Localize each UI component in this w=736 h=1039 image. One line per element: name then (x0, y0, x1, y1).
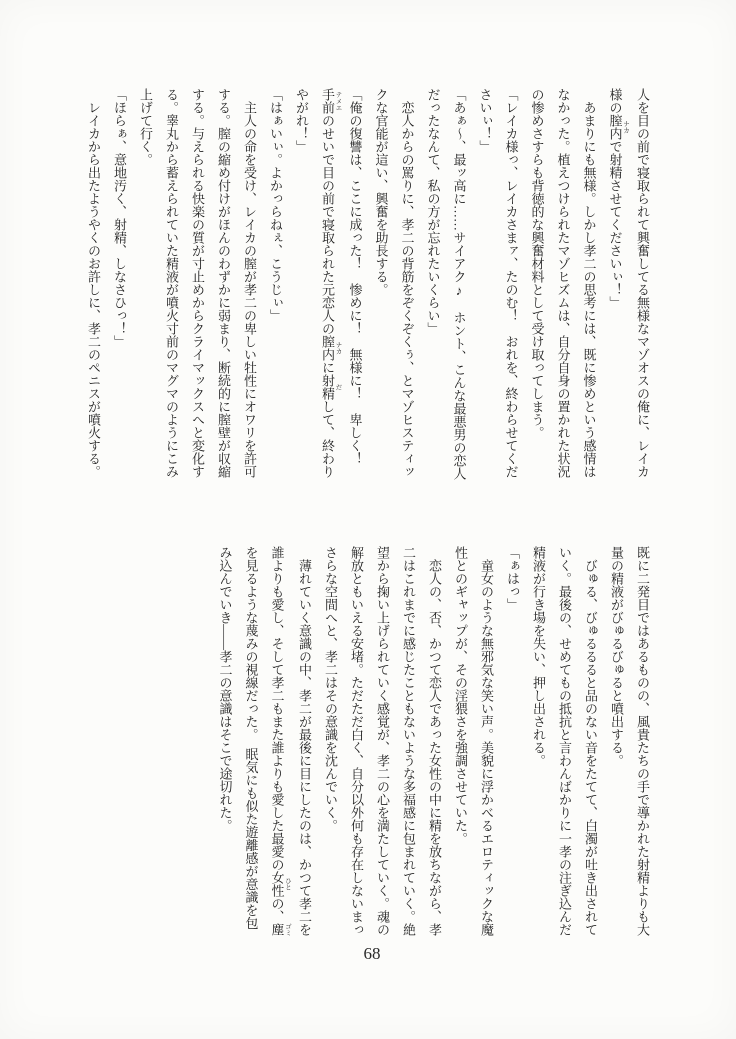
text-column: いく。最後の、せめてもの抵抗と言わんばかりに一孝の注ぎ込んだ (557, 546, 572, 936)
text-column: 「ほらぁ、意地汚く、射精、しなさひっ！」 (112, 88, 127, 348)
text-column: 「俺の復讐は、ここに成った！ 惨めに！ 無様に！ 卑しく！ (347, 88, 363, 465)
text-column: 解放ともいえる安堵。ただただ白く、自分以外何も存在しないまっ (349, 546, 364, 936)
text-column: 精液が行き場を失い、押し出される。 (531, 546, 546, 767)
text-column: だったなんて、私の方が忘れたいくらい」 (425, 88, 441, 335)
text-column: 既に二発目ではあるものの、風貴たちの手で導かれた射精よりも大 (635, 546, 650, 936)
text-column: 望から掬い上げられていく感覚が、孝二の心を満たしていく。魂の (375, 546, 390, 936)
text-column: する。与えられる快楽の質が寸止めからクライマックスへと変化す (190, 88, 205, 478)
text-column: 誰よりも愛し、そして孝二もまた誰よりも愛した最愛の女性 ひとの、塵 ゴミ (269, 546, 291, 936)
text-column: 恋人の、否、かつて恋人であった女性の中に精を放ちながら、孝 (427, 546, 442, 936)
text-column: 「はぁいぃ。よかっらねぇ、こうじぃ」 (268, 88, 283, 322)
text-column: 手前 テメエのせいで目の前で寝取られた元恋人の膣内 ナカに射精 だして、終わり (320, 88, 342, 478)
text-column: 二はこれまでに感じたこともないような多福感に包まれていく。絶 (401, 546, 416, 936)
text-column: レイカから出たようやくのお許しに、孝二のペニスが噴火する。 (86, 88, 101, 478)
text-column: の惨めさすらも背徳的な興奮材料として受け取ってしまう。 (529, 88, 545, 439)
text-column: あまりにも無様。しかし孝二の思考には、既に惨めという感情は (581, 88, 597, 478)
text-column: 人を目の前で寝取られて興奮してる無様なマゾオスの俺に、レイカ (635, 88, 650, 478)
top-text-block (80, 88, 655, 480)
text-column: 「あぁ〜、最ッ高に……サイアク♪ ホント、こんな最悪男の恋人 (451, 88, 467, 480)
text-column: 童女のような無邪気な笑い声。美貌に浮かべるエロティックな魔 (479, 546, 494, 936)
text-column: 恋人からの罵りに、孝二の背筋をぞくぞくぅ、とマゾヒスティッ (399, 88, 415, 478)
bottom-text-block (212, 546, 656, 938)
text-column: 量の精液がびゅるびゅると噴出する。 (609, 546, 624, 767)
text-column: する。膣の縮め付けがほんのわずかに弱まり、断続的に膣壁が収縮 (216, 88, 231, 478)
text-column: 様の膣内 ナカで射精させてくださいぃ！」 (607, 88, 629, 309)
text-column: さらな空間へと、孝二はその意識を沈んでいく。 (323, 546, 338, 832)
text-column: 薄れていく意識の中、孝二が最後に目にしたのは、かつて孝二を (297, 546, 312, 936)
page-number: 68 (363, 944, 381, 963)
text-column: びゅる、びゅるるると品のない音をたてて、白濁が吐き出されて (583, 546, 598, 936)
text-column: 性とのギャップが、その淫猥さを強調させていた。 (453, 546, 468, 845)
text-column: 上げて行く。 (138, 88, 153, 166)
text-column: 主人の命を受け、レイカの膣が孝二の卑しい牡性にオワリを許可 (242, 88, 257, 478)
text-column: 「レイカ様っ、レイカさまァ、たのむ！ おれを、終わらせてくだ (503, 88, 519, 478)
text-column: なかった。植えつけられたマゾヒズムは、自分自身の置かれた状況 (555, 88, 571, 478)
text-column: やがれ！」 (294, 88, 309, 153)
text-column: を見るような蔑みの視線だった。 眠気にも似た遊離感が意識を包 (243, 546, 259, 930)
text-column: さいぃ！」 (477, 88, 493, 153)
text-column: る。睾丸から蓄えられていた精液が噴火寸前のマグマのようにこみ (164, 88, 179, 478)
text-column: クな官能が這い、興奮を助長する。 (373, 88, 389, 296)
text-column: 「ぁはっ」 (505, 546, 520, 611)
text-column: み込んでいき――孝二の意識はそこで途切れた。 (217, 546, 233, 832)
